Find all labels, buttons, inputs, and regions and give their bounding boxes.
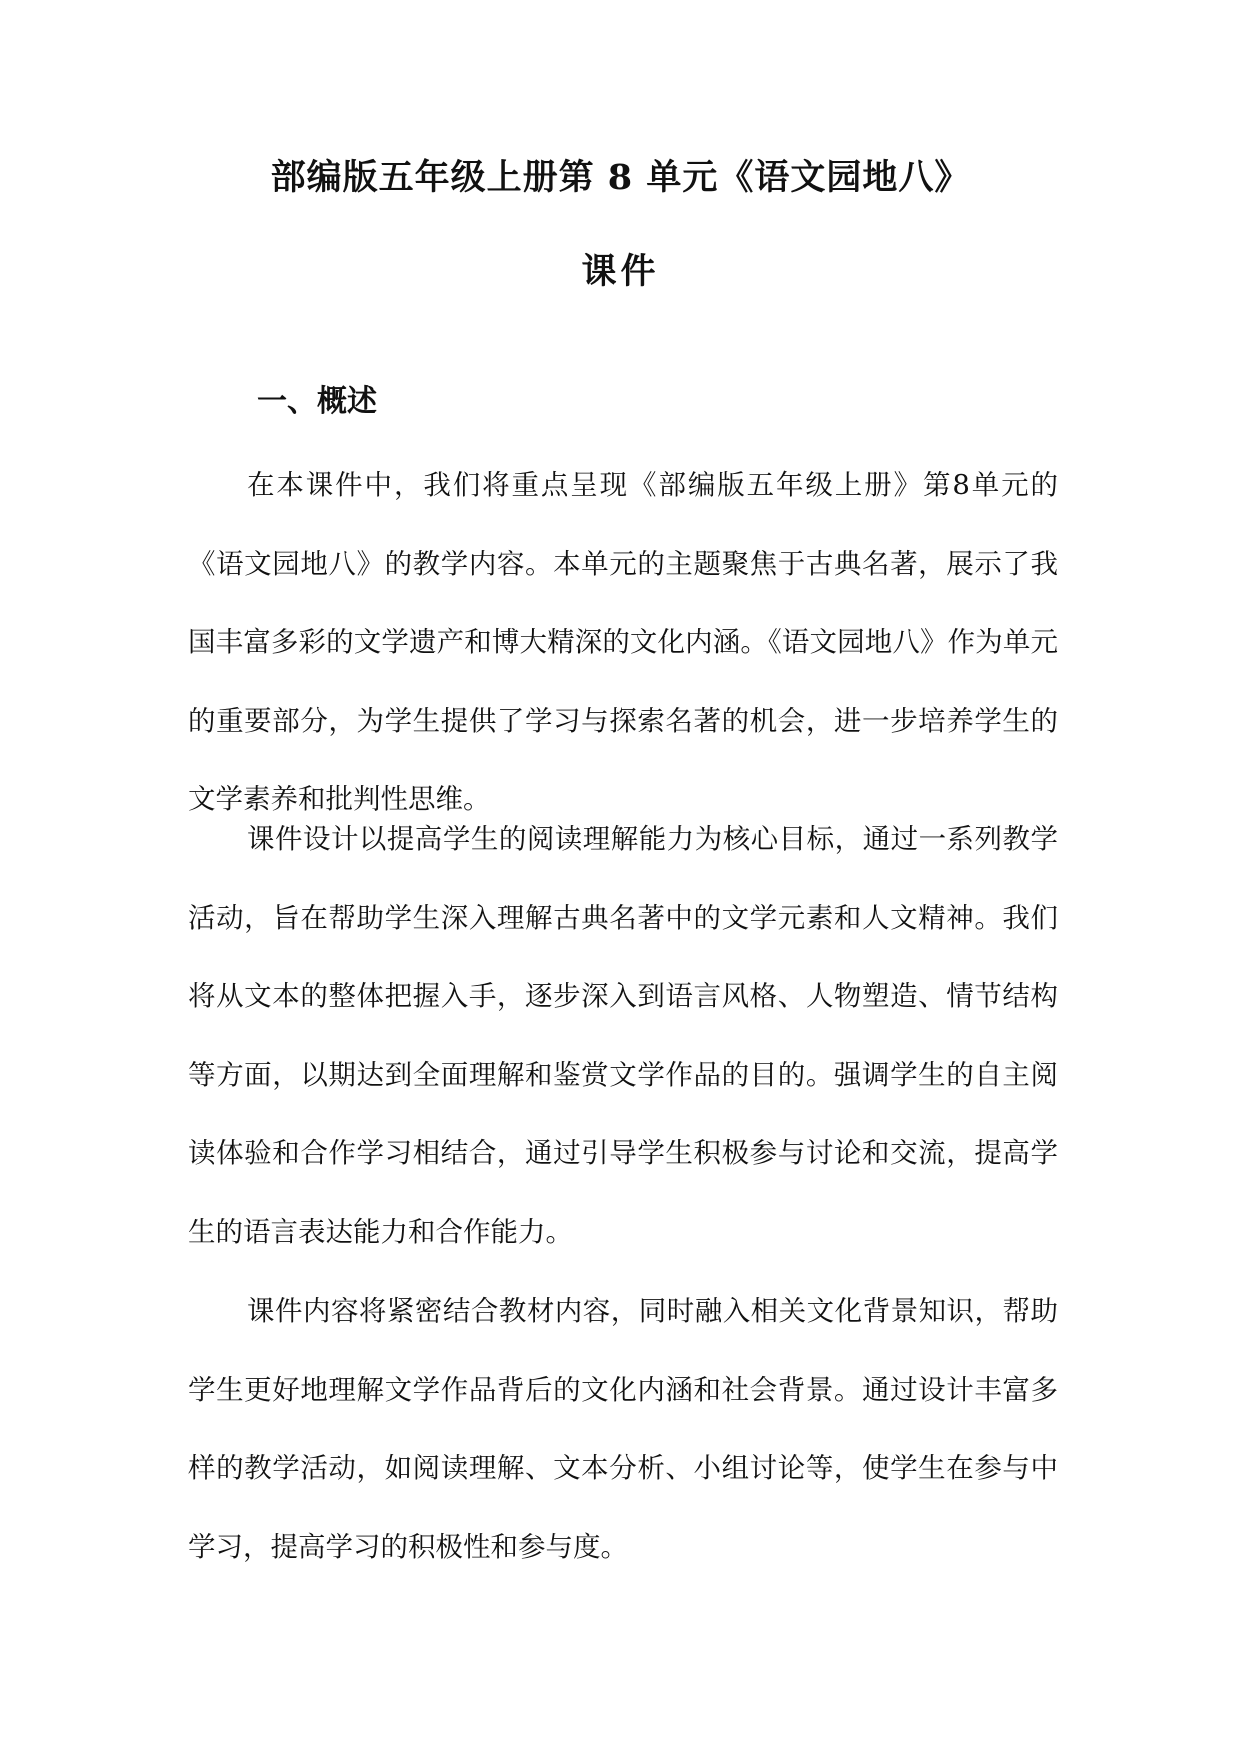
section-heading-overview: 一、概述 <box>257 384 377 419</box>
document-title: 部编版五年级上册第 8 单元《语文园地八》 <box>270 157 971 198</box>
body-paragraph: 课件设计以提高学生的阅读理解能力为核心目标，通过一系列教学活动，旨在帮助学生深入理解古典名著中的文学元素和人文精神。我们将从文本的整体把握入手，逐步深入到语言风格、人物塑造、情节结构等方面，以期达到全面理解和鉴赏文学作品的目的。强调学生的自主阅读体验和合作学习相结合，通过引导学生积极参与讨论和交流，提高学生的语言表达能力和合作能力。 <box>188 823 1058 1248</box>
body-paragraph: 在本课件中，我们将重点呈现《部编版五年级上册》第8单元的《语文园地八》的教学内容。本单元的主题聚焦于古典名著，展示了我国丰富多彩的文学遗产和博大精深的文化内涵。《语文园地八》作为单元的重要部分，为学生提供了学习与探索名著的机会，进一步培养学生的文学素养和批判性思维。 <box>188 469 1058 815</box>
document-title-subline: 课件 <box>581 251 660 292</box>
body-paragraph: 课件内容将紧密结合教材内容，同时融入相关文化背景知识，帮助学生更好地理解文学作品背后的文化内涵和社会背景。通过设计丰富多样的教学活动，如阅读理解、文本分析、小组讨论等，使学生在参与中学习，提高学习的积极性和参与度。 <box>188 1295 1058 1563</box>
